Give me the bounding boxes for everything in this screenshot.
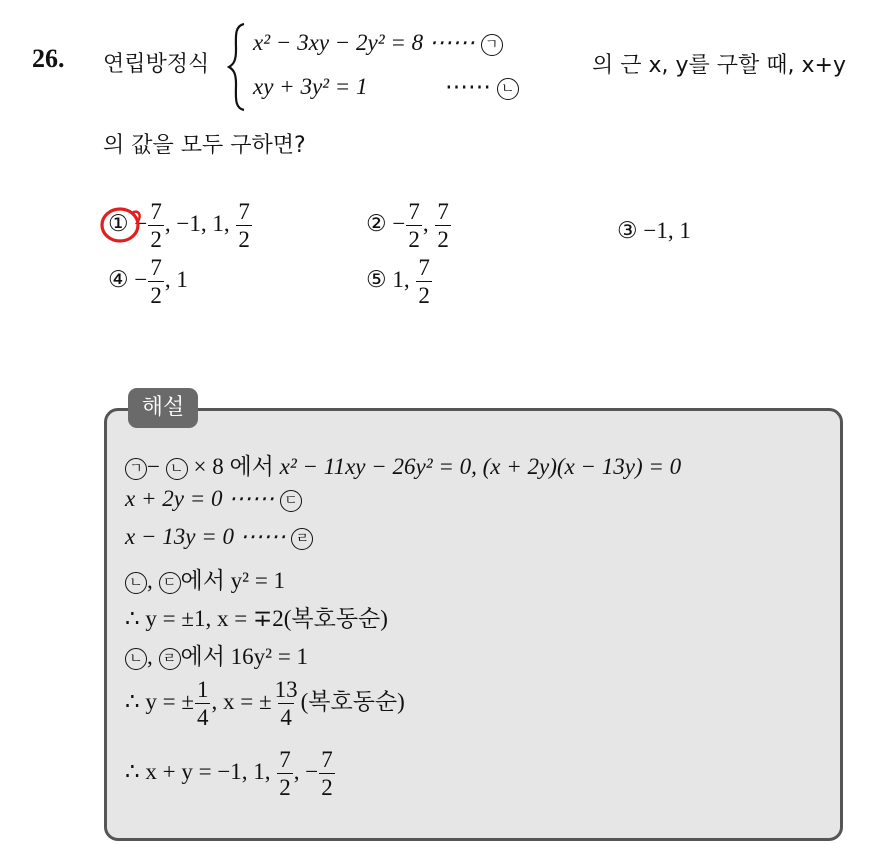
system-brace — [226, 22, 248, 112]
question-tail: 의 근 x, y를 구할 때, x+y — [592, 53, 846, 78]
choice-5[interactable]: ⑤ 1, $\frac{7}{2}$ — [366, 255, 430, 308]
solution-tab: 해설 — [128, 388, 198, 428]
question-line-2: 의 값을 모두 구하면? — [103, 133, 306, 158]
circled-mark-d: ㄹ — [291, 528, 313, 550]
solution-line-4: ㄴ , ㄷ 에서 y² = 1 — [125, 562, 285, 595]
circled-mark-1: ㄱ — [481, 34, 503, 56]
problem-number: 26. — [32, 44, 65, 73]
circled-mark-c: ㄷ — [159, 572, 181, 594]
circled-mark-b: ㄴ — [125, 648, 147, 670]
circled-mark-b: ㄴ — [125, 572, 147, 594]
equation-1: x² − 3xy − 2y² = 8 ⋯⋯ ㄱ — [253, 30, 503, 56]
circled-mark-c: ㄷ — [280, 490, 302, 512]
solution-line-2: x + 2y = 0 ⋯⋯ ㄷ — [125, 486, 302, 512]
solution-line-1: ㄱ − ㄴ × 8 에서 x² − 11xy − 26y² = 0, (x + 2y)(x − 13y) = 0 — [125, 448, 681, 481]
solution-line-8: ∴ x + y = −1, 1, $\frac{7}{2}$ , − $\frac{7}{2}$ — [125, 747, 333, 800]
solution-line-3: x − 13y = 0 ⋯⋯ ㄹ — [125, 524, 313, 550]
circled-mark-b: ㄴ — [166, 458, 188, 480]
solution-line-5: ∴ y = ±1, x = ∓2(복호동순) — [125, 606, 388, 631]
choice-1[interactable]: ① − $\frac{7}{2}$ , −1, 1, $\frac{7}{2}$ — [108, 199, 250, 252]
circled-mark-d: ㄹ — [159, 648, 181, 670]
choice-3[interactable]: ③ −1, 1 — [617, 218, 691, 243]
choice-2[interactable]: ② − $\frac{7}{2}$ , $\frac{7}{2}$ — [366, 199, 449, 252]
selected-answer-circle — [98, 205, 146, 245]
circled-mark-a: ㄱ — [125, 458, 147, 480]
equation-2-tail: ⋯⋯ ㄴ — [445, 74, 519, 100]
choice-4[interactable]: ④ − $\frac{7}{2}$ , 1 — [108, 255, 188, 308]
equation-2: xy + 3y² = 1 — [253, 74, 368, 99]
problem-intro: 연립방정식 — [103, 52, 210, 77]
circled-mark-2: ㄴ — [497, 78, 519, 100]
solution-line-7: ∴ y = ± $\frac{1}{4}$ , x = ± $\frac{13}{4}$ (복호동순) — [125, 677, 405, 730]
solution-line-6: ㄴ , ㄹ 에서 16y² = 1 — [125, 638, 308, 671]
